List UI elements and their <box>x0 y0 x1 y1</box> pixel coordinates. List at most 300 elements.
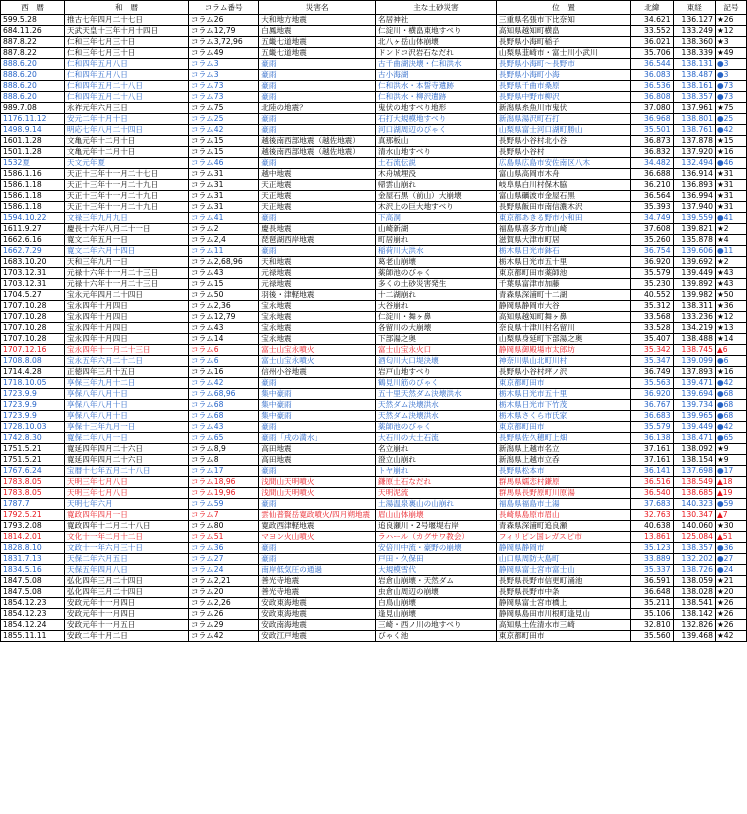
cell-longitude: 139.606 <box>673 246 715 257</box>
cell-western-date: 1718.10.05 <box>1 378 65 389</box>
table-row <box>1 92 747 103</box>
cell-location: 栃木県さくら市氏家 <box>496 411 630 422</box>
cell-latitude: 36.141 <box>631 466 673 477</box>
cell-main-disaster: 北八ヶ岳山体崩壊 <box>376 37 497 48</box>
cell-latitude: 36.832 <box>631 147 673 158</box>
cell-column-number: コラム65 <box>189 433 259 444</box>
cell-column-number: コラム68,96 <box>189 389 259 400</box>
cell-column-number: コラム68 <box>189 400 259 411</box>
cell-longitude: 139.694 <box>673 389 715 400</box>
table-row <box>1 598 747 609</box>
cell-main-disaster: 帰雲山崩れ <box>376 180 497 191</box>
cell-longitude: 137.893 <box>673 367 715 378</box>
cell-symbol: ●36 <box>715 543 746 554</box>
cell-japanese-date: 元禄十六年十一月二十三日 <box>65 279 189 290</box>
cell-location: 長野県小谷村北小谷 <box>496 136 630 147</box>
cell-western-date: 1532夏 <box>1 158 65 169</box>
cell-main-disaster: 虫倉山周辺の崩壊 <box>376 587 497 598</box>
table-row <box>1 631 747 642</box>
cell-western-date: 1728.10.03 <box>1 422 65 433</box>
cell-symbol: ●3 <box>715 70 746 81</box>
cell-japanese-date: 宝永四年十月四日 <box>65 334 189 345</box>
cell-latitude: 13.861 <box>631 532 673 543</box>
cell-main-disaster: 仁和洪水・柳沢遺跡 <box>376 92 497 103</box>
cell-latitude: 36.749 <box>631 367 673 378</box>
cell-column-number: コラム75 <box>189 103 259 114</box>
cell-main-disaster: 町居崩れ <box>376 235 497 246</box>
cell-longitude: 139.471 <box>673 378 715 389</box>
cell-latitude: 36.591 <box>631 576 673 587</box>
cell-column-number: コラム15 <box>189 136 259 147</box>
table-row <box>1 422 747 433</box>
cell-latitude: 35.393 <box>631 202 673 213</box>
cell-western-date: 1742.8.30 <box>1 433 65 444</box>
cell-japanese-date: 弘化四年三月二十四日 <box>65 576 189 587</box>
cell-main-disaster: 木沢上の巨大地すべり <box>376 202 497 213</box>
cell-symbol: ★20 <box>715 587 746 598</box>
cell-western-date: 1834.5.16 <box>1 565 65 576</box>
cell-japanese-date: 宝永五年六月二十二日 <box>65 356 189 367</box>
cell-western-date: 1586.1.16 <box>1 169 65 180</box>
cell-main-disaster: 仁淀川・舞ヶ鼻 <box>376 312 497 323</box>
cell-location: フィリピン国レガスピ市 <box>496 532 630 543</box>
cell-longitude: 137.940 <box>673 202 715 213</box>
cell-longitude: 125.084 <box>673 532 715 543</box>
cell-location: 静岡県静岡市 <box>496 543 630 554</box>
cell-main-disaster: 酒匂川大口堤決壊 <box>376 356 497 367</box>
cell-latitude: 32.810 <box>631 620 673 631</box>
table-row <box>1 202 747 213</box>
cell-western-date: 1176.11.12 <box>1 114 65 125</box>
cell-location: 山梨県富士河口湖町勝山 <box>496 125 630 136</box>
cell-main-disaster: 天明泥流 <box>376 488 497 499</box>
cell-symbol: ●3 <box>715 59 746 70</box>
cell-column-number: コラム3 <box>189 59 259 70</box>
cell-column-number: コラム68 <box>189 411 259 422</box>
cell-longitude: 139.559 <box>673 213 715 224</box>
cell-japanese-date: 天保二年六月五日 <box>65 554 189 565</box>
cell-latitude: 36.688 <box>631 169 673 180</box>
cell-japanese-date: 慶長十六年八月二十一日 <box>65 224 189 235</box>
cell-main-disaster: 大石川の大土石流 <box>376 433 497 444</box>
cell-column-number: コラム17 <box>189 466 259 477</box>
cell-location: 奈良県十津川村名留川 <box>496 323 630 334</box>
cell-latitude: 32.763 <box>631 510 673 521</box>
table-row <box>1 290 747 301</box>
cell-western-date: 989.7.08 <box>1 103 65 114</box>
cell-disaster-name: 越中地震 <box>259 169 376 180</box>
cell-main-disaster: 下部湯之奥 <box>376 334 497 345</box>
table-row <box>1 246 747 257</box>
cell-main-disaster: 安倍川中流・豪野の崩壊 <box>376 543 497 554</box>
cell-latitude: 36.536 <box>631 81 673 92</box>
cell-japanese-date: 享保三年九月十二日 <box>65 378 189 389</box>
cell-latitude: 36.968 <box>631 114 673 125</box>
cell-western-date: 1751.5.21 <box>1 444 65 455</box>
cell-western-date: 599.5.28 <box>1 15 65 26</box>
cell-symbol: ★26 <box>715 620 746 631</box>
cell-symbol: ★75 <box>715 103 746 114</box>
cell-japanese-date: 天明七年六月 <box>65 499 189 510</box>
cell-column-number: コラム2,26 <box>189 598 259 609</box>
cell-latitude: 36.210 <box>631 180 673 191</box>
table-row <box>1 103 747 114</box>
cell-symbol: ●11 <box>715 246 746 257</box>
cell-main-disaster: 五十里天然ダム決壊洪水 <box>376 389 497 400</box>
table-row <box>1 37 747 48</box>
cell-japanese-date: 宝永元年四月二十四日 <box>65 290 189 301</box>
cell-location: 青森県深浦町追良瀬 <box>496 521 630 532</box>
cell-disaster-name: 豪雨 <box>259 554 376 565</box>
table-row <box>1 378 747 389</box>
cell-location: 山梨県韮崎市・富士川小武川 <box>496 48 630 59</box>
cell-western-date: 1707.10.28 <box>1 301 65 312</box>
cell-japanese-date: 文亀元年十二月十日 <box>65 147 189 158</box>
cell-japanese-date: 寛文二年五月一日 <box>65 235 189 246</box>
cell-location: 富山県礪波市金屋石黒 <box>496 191 630 202</box>
cell-longitude: 139.734 <box>673 400 715 411</box>
cell-japanese-date: 仁和四年五月八日 <box>65 70 189 81</box>
table-row <box>1 191 747 202</box>
table-row <box>1 609 747 620</box>
cell-western-date: 887.8.22 <box>1 48 65 59</box>
cell-longitude: 138.471 <box>673 433 715 444</box>
table-row <box>1 576 747 587</box>
cell-longitude: 138.541 <box>673 598 715 609</box>
cell-western-date: 1793.2.08 <box>1 521 65 532</box>
table-row <box>1 301 747 312</box>
table-row <box>1 334 747 345</box>
header-longitude: 東経 <box>673 1 715 15</box>
cell-japanese-date: 推古七年四月二十七日 <box>65 15 189 26</box>
cell-western-date: 1501.1.28 <box>1 147 65 158</box>
cell-disaster-name: 琵琶湖西岸地震 <box>259 235 376 246</box>
cell-japanese-date: 寛文二年六月十四日 <box>65 246 189 257</box>
cell-western-date: 1586.1.18 <box>1 180 65 191</box>
cell-symbol: ★50 <box>715 290 746 301</box>
cell-location: 東京都町田市薬師池 <box>496 268 630 279</box>
table-row <box>1 180 747 191</box>
cell-symbol: ★2 <box>715 257 746 268</box>
cell-longitude: 138.357 <box>673 92 715 103</box>
cell-location: 長野県松本市 <box>496 466 630 477</box>
header-disaster-name: 災害名 <box>259 1 376 15</box>
cell-western-date: 888.6.20 <box>1 70 65 81</box>
cell-disaster-name: 豪雨 <box>259 246 376 257</box>
cell-main-disaster: 十二湖崩れ <box>376 290 497 301</box>
cell-disaster-name: 豪雨 <box>259 114 376 125</box>
cell-disaster-name: 宝永地震 <box>259 312 376 323</box>
cell-symbol: ●25 <box>715 114 746 125</box>
cell-symbol: ●24 <box>715 565 746 576</box>
cell-location: 長野県小海町小海 <box>496 70 630 81</box>
cell-column-number: コラム24 <box>189 565 259 576</box>
cell-column-number: コラム6 <box>189 345 259 356</box>
cell-western-date: 1586.1.18 <box>1 202 65 213</box>
cell-latitude: 37.683 <box>631 499 673 510</box>
cell-symbol: ●17 <box>715 466 746 477</box>
cell-japanese-date: 文政十一年六月三十日 <box>65 543 189 554</box>
cell-column-number: コラム12,79 <box>189 26 259 37</box>
cell-column-number: コラム19,96 <box>189 488 259 499</box>
cell-latitude: 36.767 <box>631 400 673 411</box>
cell-main-disaster: 澄立山崩れ <box>376 455 497 466</box>
table-row <box>1 543 747 554</box>
cell-main-disaster: 仁淀川・横畠東地すべり <box>376 26 497 37</box>
cell-column-number: コラム31 <box>189 169 259 180</box>
cell-longitude: 130.347 <box>673 510 715 521</box>
cell-japanese-date: 天文元年夏 <box>65 158 189 169</box>
cell-symbol: ▲6 <box>715 345 746 356</box>
table-row <box>1 125 747 136</box>
table-row <box>1 356 747 367</box>
cell-disaster-name: 五畿七道地震 <box>259 48 376 59</box>
cell-western-date: 1707.10.28 <box>1 312 65 323</box>
cell-symbol: ▲19 <box>715 488 746 499</box>
cell-latitude: 33.528 <box>631 323 673 334</box>
cell-column-number: コラム43 <box>189 422 259 433</box>
cell-main-disaster: 古小海湖 <box>376 70 497 81</box>
cell-location: 静岡県島田市川根町逢見山 <box>496 609 630 620</box>
cell-symbol: ★4 <box>715 235 746 246</box>
table-row <box>1 433 747 444</box>
cell-latitude: 36.808 <box>631 92 673 103</box>
cell-disaster-name: 安政南海地震 <box>259 620 376 631</box>
cell-location: 長野県飯田市南信濃木沢 <box>496 202 630 213</box>
cell-main-disaster: 三崎・西ノ川の地すべり <box>376 620 497 631</box>
cell-japanese-date: 寛政四年十二月二十八日 <box>65 521 189 532</box>
cell-latitude: 36.564 <box>631 191 673 202</box>
cell-location: 青森県深浦町十二湖 <box>496 290 630 301</box>
table-row <box>1 488 747 499</box>
cell-disaster-name: 天正地震 <box>259 191 376 202</box>
cell-column-number: コラム15 <box>189 279 259 290</box>
cell-column-number: コラム25 <box>189 114 259 125</box>
table-row <box>1 235 747 246</box>
cell-disaster-name: 安政東海地震 <box>259 598 376 609</box>
cell-disaster-name: 安政江戸地震 <box>259 631 376 642</box>
header-main-sediment-disaster: 主な土砂災害 <box>376 1 497 15</box>
cell-location: 東京都町田市 <box>496 378 630 389</box>
header-latitude: 北緯 <box>631 1 673 15</box>
cell-disaster-name: 天和地震 <box>259 257 376 268</box>
cell-longitude: 139.982 <box>673 290 715 301</box>
cell-symbol: ★31 <box>715 169 746 180</box>
cell-column-number: コラム11 <box>189 246 259 257</box>
header-column-number: コラム番号 <box>189 1 259 15</box>
table-row <box>1 169 747 180</box>
cell-longitude: 137.698 <box>673 466 715 477</box>
cell-symbol: ★2 <box>715 224 746 235</box>
cell-latitude: 36.754 <box>631 246 673 257</box>
cell-longitude: 138.028 <box>673 587 715 598</box>
cell-japanese-date: 天正十三年十一月二十九日 <box>65 180 189 191</box>
cell-latitude: 36.083 <box>631 70 673 81</box>
table-row <box>1 455 747 466</box>
cell-western-date: 1847.5.08 <box>1 576 65 587</box>
cell-main-disaster: 稲荷川大洪水 <box>376 246 497 257</box>
cell-disaster-name: 豪雨 <box>259 499 376 510</box>
cell-western-date: 1723.9.9 <box>1 389 65 400</box>
cell-longitude: 134.219 <box>673 323 715 334</box>
cell-symbol: ★3 <box>715 37 746 48</box>
cell-main-disaster: 追良瀬川・2号堰堤右岸 <box>376 521 497 532</box>
table-row <box>1 620 747 631</box>
cell-latitude: 35.347 <box>631 356 673 367</box>
cell-latitude: 35.312 <box>631 301 673 312</box>
cell-main-disaster: 薬師池のびゃく <box>376 268 497 279</box>
cell-main-disaster: 清水山地すべり <box>376 147 497 158</box>
cell-longitude: 132.826 <box>673 620 715 631</box>
cell-symbol: ●68 <box>715 389 746 400</box>
cell-longitude: 137.961 <box>673 103 715 114</box>
cell-japanese-date: 天明三年七月八日 <box>65 477 189 488</box>
cell-disaster-name: 宝永地震 <box>259 323 376 334</box>
cell-japanese-date: 弘化四年三月二十四日 <box>65 587 189 598</box>
cell-latitude: 37.161 <box>631 444 673 455</box>
cell-japanese-date: 仁和四年五月二十八日 <box>65 81 189 92</box>
cell-japanese-date: 明応七年八月二十四日 <box>65 125 189 136</box>
cell-japanese-date: 文亀元年十二月十日 <box>65 136 189 147</box>
header-japanese-era: 和 暦 <box>65 1 189 15</box>
cell-western-date: 1767.6.24 <box>1 466 65 477</box>
cell-western-date: 1611.9.27 <box>1 224 65 235</box>
cell-latitude: 35.337 <box>631 565 673 576</box>
cell-symbol: ★21 <box>715 576 746 587</box>
cell-column-number: コラム2 <box>189 224 259 235</box>
cell-symbol: ★30 <box>715 521 746 532</box>
cell-longitude: 138.685 <box>673 488 715 499</box>
cell-japanese-date: 寛政四年四月一日 <box>65 510 189 521</box>
cell-location: 長崎県島原市眉山 <box>496 510 630 521</box>
header-symbol: 記号 <box>715 1 746 15</box>
cell-symbol: ●65 <box>715 433 746 444</box>
cell-symbol: ★9 <box>715 444 746 455</box>
cell-western-date: 1707.10.28 <box>1 323 65 334</box>
cell-main-disaster: 岩戸山地すべり <box>376 367 497 378</box>
cell-location: 群馬県嬬恋村鎌原 <box>496 477 630 488</box>
cell-symbol: ●27 <box>715 554 746 565</box>
cell-japanese-date: 天和三年九月一日 <box>65 257 189 268</box>
table-row <box>1 158 747 169</box>
cell-symbol: ●73 <box>715 81 746 92</box>
cell-latitude: 36.648 <box>631 587 673 598</box>
cell-western-date: 1601.1.28 <box>1 136 65 147</box>
cell-main-disaster: ラハール（カグサワ教会） <box>376 532 497 543</box>
cell-longitude: 136.914 <box>673 169 715 180</box>
cell-western-date: 1707.12.16 <box>1 345 65 356</box>
cell-japanese-date: 安政二年十月二日 <box>65 631 189 642</box>
table-row <box>1 268 747 279</box>
cell-location: 長野県佐久穂町上畑 <box>496 433 630 444</box>
cell-japanese-date: 宝暦十七年五月二十八日 <box>65 466 189 477</box>
cell-western-date: 887.8.22 <box>1 37 65 48</box>
cell-disaster-name: 集中豪雨 <box>259 400 376 411</box>
cell-location: 静岡県富士宮市富士山 <box>496 565 630 576</box>
cell-japanese-date: 享保十三年九月一日 <box>65 422 189 433</box>
cell-disaster-name: 浅間山天明噴火 <box>259 477 376 488</box>
cell-western-date: 1723.9.9 <box>1 411 65 422</box>
cell-location: 高知県越知町舞ヶ鼻 <box>496 312 630 323</box>
cell-disaster-name: 宝永地震 <box>259 301 376 312</box>
cell-western-date: 888.6.20 <box>1 59 65 70</box>
cell-western-date: 1854.12.24 <box>1 620 65 631</box>
cell-symbol: ●42 <box>715 422 746 433</box>
cell-main-disaster: 眉山山体崩壊 <box>376 510 497 521</box>
cell-column-number: コラム27 <box>189 554 259 565</box>
cell-location: 栃木県日光市下竹茂 <box>496 400 630 411</box>
cell-symbol: ★13 <box>715 323 746 334</box>
table-row <box>1 136 747 147</box>
cell-latitude: 35.230 <box>631 279 673 290</box>
cell-longitude: 132.202 <box>673 554 715 565</box>
cell-location: 三重県名張市下比奈知 <box>496 15 630 26</box>
cell-disaster-name: 安政東海地震 <box>259 609 376 620</box>
cell-location: 滋賀県大津市町居 <box>496 235 630 246</box>
cell-longitude: 139.449 <box>673 422 715 433</box>
cell-column-number: コラム41 <box>189 213 259 224</box>
cell-longitude: 136.893 <box>673 180 715 191</box>
cell-longitude: 138.161 <box>673 81 715 92</box>
cell-column-number: コラム42 <box>189 125 259 136</box>
cell-latitude: 33.889 <box>631 554 673 565</box>
cell-column-number: コラム20 <box>189 587 259 598</box>
cell-japanese-date: 安元二年十月十日 <box>65 114 189 125</box>
cell-latitude: 37.161 <box>631 455 673 466</box>
cell-column-number: コラム2,21 <box>189 576 259 587</box>
cell-column-number: コラム59 <box>189 499 259 510</box>
cell-longitude: 138.487 <box>673 70 715 81</box>
cell-location: 群馬県長野原町川原湯 <box>496 488 630 499</box>
cell-latitude: 36.138 <box>631 433 673 444</box>
cell-disaster-name: 寛政西津軽地震 <box>259 521 376 532</box>
cell-column-number: コラム31 <box>189 180 259 191</box>
cell-latitude: 36.920 <box>631 257 673 268</box>
cell-longitude: 136.127 <box>673 15 715 26</box>
cell-japanese-date: 寛保二年八月一日 <box>65 433 189 444</box>
cell-location: 東京都町田市 <box>496 422 630 433</box>
cell-symbol: ●68 <box>715 411 746 422</box>
cell-japanese-date: 仁和四年五月八日 <box>65 59 189 70</box>
cell-disaster-name: 浅間山天明噴火 <box>259 488 376 499</box>
cell-location: 新潟県上越市名立 <box>496 444 630 455</box>
cell-longitude: 138.339 <box>673 48 715 59</box>
cell-column-number: コラム3,72,96 <box>189 37 259 48</box>
cell-longitude: 138.761 <box>673 125 715 136</box>
table-row <box>1 521 747 532</box>
cell-location: 新潟県上越市立呑 <box>496 455 630 466</box>
cell-column-number: コラム29 <box>189 620 259 631</box>
cell-column-number: コラム43 <box>189 268 259 279</box>
cell-column-number: コラム6 <box>189 356 259 367</box>
cell-symbol: ★43 <box>715 279 746 290</box>
cell-main-disaster: 大規模雪代 <box>376 565 497 576</box>
cell-longitude: 140.323 <box>673 499 715 510</box>
cell-disaster-name: 豪雨 <box>259 125 376 136</box>
cell-longitude: 139.965 <box>673 411 715 422</box>
cell-disaster-name: 越後南西部地震（越佐地震） <box>259 136 376 147</box>
header-row <box>1 1 747 15</box>
cell-western-date: 1787.7 <box>1 499 65 510</box>
cell-western-date: 1855.11.11 <box>1 631 65 642</box>
cell-disaster-name: 信州小谷地震 <box>259 367 376 378</box>
cell-latitude: 35.706 <box>631 48 673 59</box>
table-row <box>1 279 747 290</box>
table-row <box>1 312 747 323</box>
cell-main-disaster: 鎌原土石なだれ <box>376 477 497 488</box>
cell-main-disaster: 富士山宝永火口 <box>376 345 497 356</box>
cell-latitude: 40.552 <box>631 290 673 301</box>
